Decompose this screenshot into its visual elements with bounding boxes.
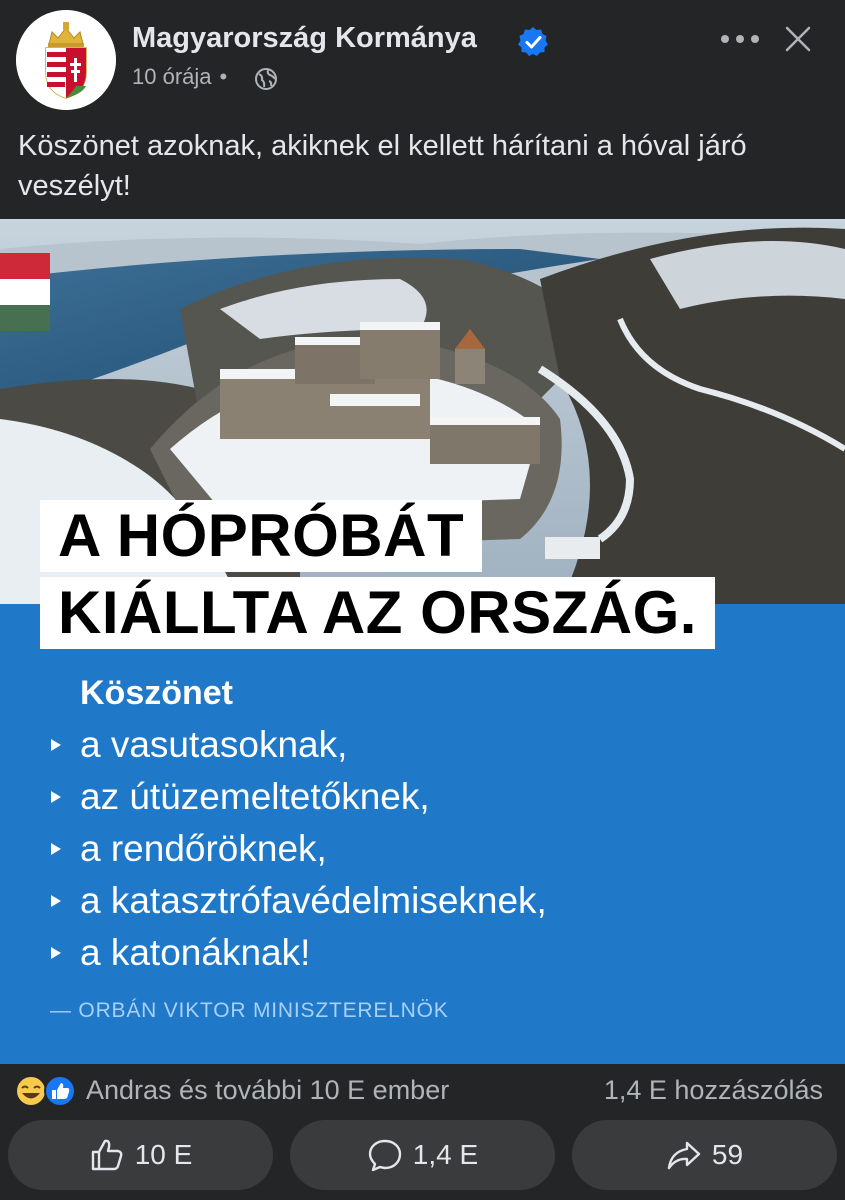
bullet-triangle-icon: [50, 738, 62, 752]
post-image[interactable]: [0, 219, 845, 1064]
bullet-triangle-icon: [50, 894, 62, 908]
thanks-item-text: a rendőröknek,: [80, 828, 327, 869]
reactions-bar: [0, 1064, 845, 1116]
page-avatar[interactable]: [16, 10, 116, 110]
thanks-item: [50, 875, 547, 927]
post-meta: [132, 64, 235, 90]
post-text: Köszönet azoknak, akiknek el kellett hárítani a hóval járó veszélyt!: [18, 130, 747, 202]
share-count: 59: [711, 1139, 744, 1170]
more-options-icon[interactable]: [718, 28, 762, 50]
thumbs-up-icon: [89, 1137, 125, 1173]
thanks-list: [50, 719, 547, 979]
share-arrow-icon: [666, 1137, 702, 1173]
comment-count-link[interactable]: 1,4 E hozzászólás: [603, 1075, 823, 1105]
post-time[interactable]: 10 órája: [132, 64, 212, 89]
share-button[interactable]: [572, 1120, 837, 1190]
headline-line-1: A HÓPRÓBÁT: [40, 500, 482, 572]
coat-of-arms-icon: [16, 10, 116, 110]
thanks-item-text: az útüzemeltetőknek,: [80, 776, 430, 817]
meta-separator: •: [219, 64, 228, 89]
globe-icon: [254, 67, 278, 91]
thanks-title: Köszönet: [80, 674, 233, 712]
reaction-icons[interactable]: [14, 1074, 80, 1108]
like-count: 10 E: [134, 1139, 193, 1170]
thanks-item-text: a katasztrófavédelmiseknek,: [80, 880, 547, 921]
attribution: — ORBÁN VIKTOR MINISZTERELNÖK: [50, 999, 449, 1022]
bullet-triangle-icon: [50, 790, 62, 804]
hungarian-flag-icon: [0, 253, 50, 331]
bullet-triangle-icon: [50, 842, 62, 856]
comment-bubble-icon: [367, 1137, 403, 1173]
comment-button[interactable]: [290, 1120, 555, 1190]
thanks-item: [50, 927, 547, 979]
like-button[interactable]: [8, 1120, 273, 1190]
comment-count: 1,4 E: [412, 1139, 479, 1170]
thanks-item-text: a vasutasoknak,: [80, 724, 348, 765]
reaction-summary[interactable]: Andras és további 10 E ember: [86, 1075, 450, 1105]
thanks-item: [50, 719, 547, 771]
bullet-triangle-icon: [50, 946, 62, 960]
page-name[interactable]: Magyarország Kormánya: [132, 22, 477, 54]
verified-badge-icon: [517, 26, 549, 58]
post-header: [0, 0, 845, 120]
close-icon[interactable]: [784, 25, 812, 53]
headline-line-2: KIÁLLTA AZ ORSZÁG.: [40, 577, 715, 649]
thanks-item: [50, 823, 547, 875]
thanks-item-text: a katonáknak!: [80, 932, 311, 973]
haha-reaction-icon: [16, 1076, 46, 1106]
thanks-item: [50, 771, 547, 823]
